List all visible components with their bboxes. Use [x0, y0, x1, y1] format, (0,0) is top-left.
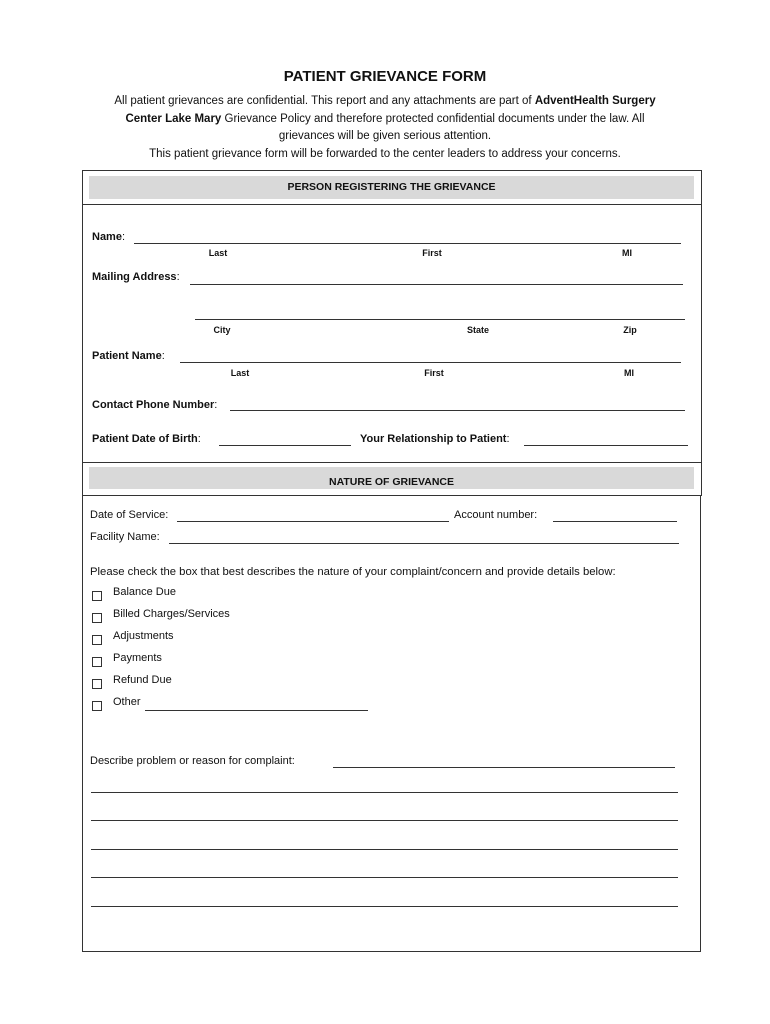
describe-line-1[interactable] [91, 792, 678, 793]
describe-line-5[interactable] [91, 906, 678, 907]
facility-name-label: Facility Name: [90, 531, 160, 543]
option-label: Payments [113, 652, 162, 664]
checkbox[interactable] [92, 701, 102, 711]
patient-sub-mi: MI [624, 368, 634, 378]
date-of-service-field[interactable] [177, 521, 449, 522]
name-sub-last: Last [208, 248, 228, 258]
describe-complaint-field[interactable] [333, 767, 675, 768]
section-nature-of-grievance [82, 495, 701, 952]
facility-name-bold: AdventHealth Surgery Center Lake Mary [125, 95, 656, 125]
relationship-field[interactable] [524, 445, 688, 446]
option-balance-due[interactable] [92, 586, 176, 606]
option-adjustments[interactable] [92, 630, 174, 650]
form-title: PATIENT GRIEVANCE FORM [283, 68, 487, 85]
name-sub-first: First [422, 248, 442, 258]
section-divider [82, 204, 702, 205]
complaint-instruction: Please check the box that best describes the nature of your complaint/concern and provide details below: [90, 566, 616, 578]
option-refund-due[interactable] [92, 674, 172, 694]
facility-name-field[interactable] [169, 543, 679, 544]
option-other[interactable] [92, 696, 141, 716]
mailing-sub-city: City [213, 325, 231, 335]
option-label: Other [113, 696, 141, 708]
intro-text-part1: All patient grievances are confidential. This report and any attachments are part of [114, 95, 535, 107]
mailing-address-label: Mailing Address: [92, 271, 180, 283]
account-number-field[interactable] [553, 521, 677, 522]
name-sub-mi: MI [622, 248, 632, 258]
section-header-nature: NATURE OF GRIEVANCE [89, 467, 694, 489]
intro-text [100, 93, 670, 163]
describe-line-4[interactable] [91, 877, 678, 878]
patient-dob-field[interactable] [219, 445, 351, 446]
section-header-person: PERSON REGISTERING THE GRIEVANCE [89, 176, 694, 199]
option-label: Billed Charges/Services [113, 608, 230, 620]
option-label: Adjustments [113, 630, 174, 642]
date-of-service-label: Date of Service: [90, 509, 169, 521]
contact-phone-field[interactable] [230, 410, 685, 411]
describe-line-2[interactable] [91, 820, 678, 821]
describe-complaint-label: Describe problem or reason for complaint: [90, 755, 295, 767]
mailing-sub-zip: Zip [623, 325, 637, 335]
patient-sub-last: Last [230, 368, 250, 378]
checkbox[interactable] [92, 635, 102, 645]
intro-text-forwarding: This patient grievance form will be forwarded to the center leaders to address your concerns. [149, 147, 621, 160]
intro-text-part2: Grievance Policy and therefore protected confidential documents under the law. All grievances will be given serious attention. [221, 112, 645, 142]
option-label: Refund Due [113, 674, 172, 686]
mailing-address-field[interactable] [190, 284, 683, 285]
describe-line-3[interactable] [91, 849, 678, 850]
checkbox[interactable] [92, 613, 102, 623]
mailing-sub-state: State [466, 325, 489, 335]
checkbox[interactable] [92, 591, 102, 601]
option-billed-charges[interactable] [92, 608, 230, 628]
other-specify-field[interactable] [145, 710, 368, 711]
relationship-label: Your Relationship to Patient: [360, 433, 510, 445]
checkbox[interactable] [92, 657, 102, 667]
name-label: Name: [92, 231, 126, 243]
patient-dob-label: Patient Date of Birth: [92, 433, 201, 445]
section-person-registering [82, 170, 702, 496]
checkbox[interactable] [92, 679, 102, 689]
patient-name-field[interactable] [180, 362, 681, 363]
patient-sub-first: First [424, 368, 444, 378]
option-label: Balance Due [113, 586, 176, 598]
option-payments[interactable] [92, 652, 162, 672]
contact-phone-label: Contact Phone Number: [92, 399, 218, 411]
patient-name-label: Patient Name: [92, 350, 165, 362]
account-number-label: Account number: [454, 509, 538, 521]
mailing-address-line2-field[interactable] [195, 319, 685, 320]
name-field[interactable] [134, 243, 681, 244]
